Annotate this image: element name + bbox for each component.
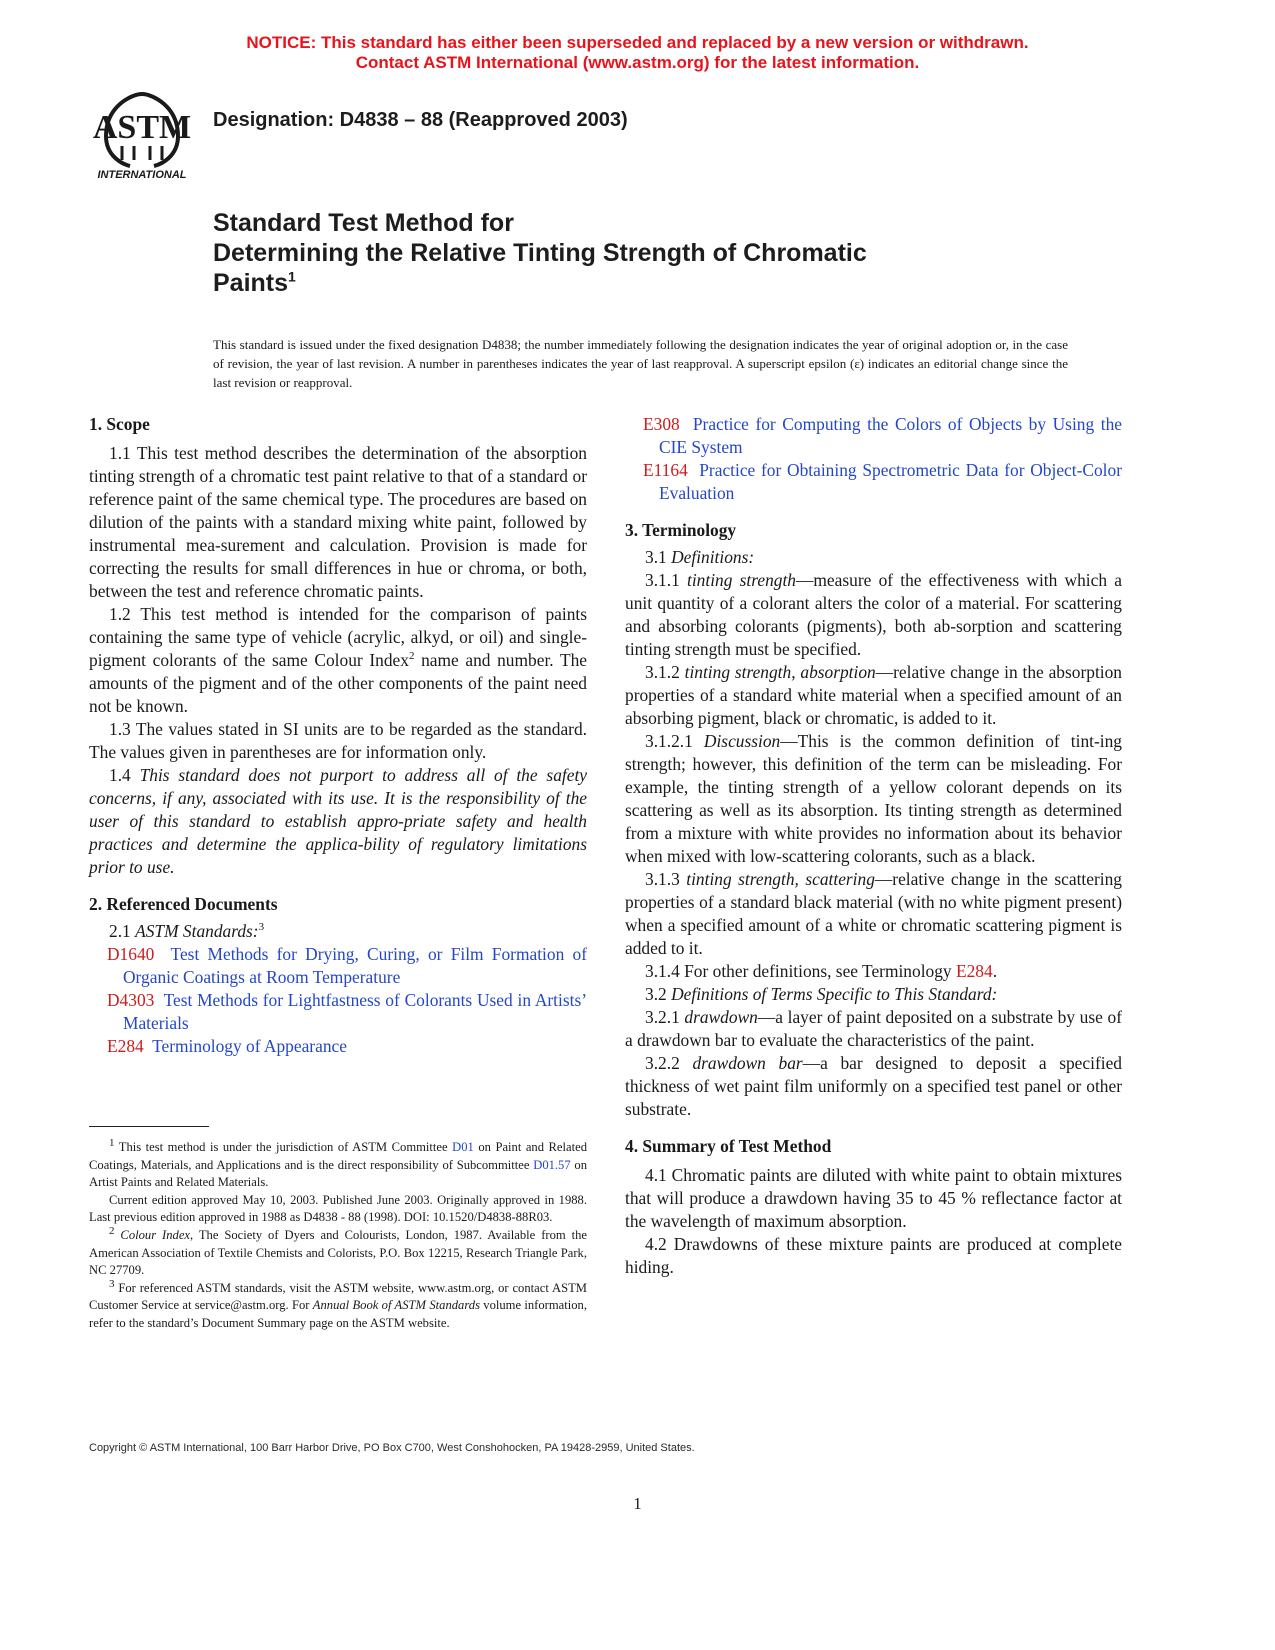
section-heading-referenced-documents: 2. Referenced Documents — [89, 894, 278, 914]
paragraph-3-1-2: 3.1.2 tinting strength, absorption—relative change in the absorption properties of a standard white material when a specified amount of an absorbing pigment, black or chromatic, is added to it. — [625, 662, 1122, 728]
notice-line-1: NOTICE: This standard has either been superseded and replaced by a new version or withdrawn. — [246, 33, 1029, 52]
title-line-1: Standard Test Method for — [213, 209, 514, 237]
title-line-2: Determining the Relative Tinting Strength of Chromatic — [213, 239, 867, 267]
left-column — [89, 413, 587, 1058]
paragraph-1-4: 1.4 This standard does not purport to address all of the safety concerns, if any, associated with its use. It is the responsibility of the user of this standard to establish appro-priate safety and health practices and determine the applica-bility of regulatory limitations prior to use. — [89, 765, 587, 877]
designation: Designation: D4838 – 88 (Reapproved 2003) — [213, 109, 628, 131]
paragraph-3-2-2: 3.2.2 drawdown bar—a bar designed to deposit a specified thickness of wet paint film uniformly on a specified test panel or other substrate. — [625, 1053, 1122, 1119]
paragraph-4-2: 4.2 Drawdowns of these mixture paints are produced at complete hiding. — [625, 1234, 1122, 1277]
reference-e1164[interactable]: E1164 Practice for Obtaining Spectrometric Data for Object-Color Evaluation — [643, 460, 1122, 503]
paragraph-4-1: 4.1 Chromatic paints are diluted with white paint to obtain mixtures that will produce a drawdown having 35 to 45 % reflectance factor at the wavelength of maximum absorption. — [625, 1165, 1122, 1231]
reference-d1640[interactable]: D1640 Test Methods for Drying, Curing, or Film Formation of Organic Coatings at Room Temperature — [107, 944, 588, 987]
logo-mark: ASTM — [92, 109, 192, 146]
section-heading-scope: 1. Scope — [89, 414, 150, 434]
reference-e308[interactable]: E308 Practice for Computing the Colors of Objects by Using the CIE System — [643, 414, 1122, 457]
section-heading-terminology: 3. Terminology — [625, 520, 737, 540]
footnote-3: $^3$ For referenced ASTM standards, visit the ASTM website, www.astm.org, or contact ASTM Customer Service at service@astm.org. For Annual Book of ASTM Standards volume information, refer to the standard’s Document Summary page on the ASTM website. — [89, 1277, 587, 1330]
footnote-edition: Current edition approved May 10, 2003. Published June 2003. Originally approved in 1988. Last previous edition approved in 1988 as D4838 - 88 (1998). DOI: 10.1520/D4838-88R03. — [89, 1192, 587, 1225]
paragraph-1-2: 1.2 This test method is intended for the comparison of paints containing the same type of vehicle (acrylic, alkyd, or oil) and single-pigment colorants of the same Colour Index$^2$ name and number. The amounts of the pigment and of the other components of the paint need not be known. — [89, 604, 587, 716]
right-column — [625, 413, 1122, 1279]
paragraph-3-1-2-1: 3.1.2.1 Discussion—This is the common definition of tint-ing strength; however, this definition of the term can be misleading. For example, the tinting strength of a yellow colorant depends on its scattering as well as its absorption. Its tinting strength as determined from a mixture with white provides no information about its behavior when mixed with low-scattering colorants, such as a black. — [625, 731, 1122, 866]
paragraph-3-1-1: 3.1.1 tinting strength—measure of the effectiveness with which a unit quantity of a colorant alters the color of a material. For scattering and absorbing colorants (pigments), both ab-sorption and scattering tinting strength must be specified. — [625, 570, 1122, 659]
subcommittee-link[interactable]: D01.57 — [533, 1157, 571, 1172]
title-footnote-mark: 1 — [288, 268, 296, 285]
footnotes — [89, 1136, 588, 1333]
paragraph-3-2-1: 3.2.1 drawdown—a layer of paint deposited on a substrate by use of a drawdown bar to evaluate the characteristics of the paint. — [625, 1007, 1122, 1050]
footnote-divider — [89, 1126, 209, 1127]
section-heading-summary: 4. Summary of Test Method — [625, 1136, 832, 1156]
astm-logo — [92, 86, 192, 182]
document-title — [213, 208, 1113, 298]
committee-link[interactable]: D01 — [452, 1140, 474, 1154]
intro-paragraph: This standard is issued under the fixed designation D4838; the number immediately following the designation indicates the year of original adoption or, in the case of revision, the year of last revision. A number in parentheses indicates the year of last reapproval. A superscript epsilon (ε) indicates an editorial change since the last revision or reapproval. — [213, 337, 1068, 390]
page-number: 1 — [633, 1494, 642, 1513]
notice-line-2: Contact ASTM International (www.astm.org) for the latest information. — [355, 53, 920, 72]
withdrawal-notice — [0, 33, 1275, 73]
footnote-2: $^2$ Colour Index, The Society of Dyers and Colourists, London, 1987. Available from the American Association of Textile Chemists and Colorists, P.O. Box 12215, Research Triangle Park, NC 27709. — [89, 1224, 587, 1278]
footnote-1: $^1$ This test method is under the jurisdiction of ASTM Committee D01 on Paint and Related Coatings, Materials, and Applications and is the direct responsibility of Subcommittee D01.57 on Artist Paints and Related Materials. — [89, 1136, 588, 1190]
paragraph-3-1-3: 3.1.3 tinting strength, scattering—relative change in the scattering properties of a standard black material (with no white pigment present) when a specified amount of a white or chromatic scattering pigment is added to it. — [625, 869, 1122, 958]
reference-d4303[interactable]: D4303 Test Methods for Lightfastness of Colorants Used in Artists’ Materials — [107, 990, 587, 1033]
title-line-3: Paints$^1$ — [213, 268, 296, 297]
paragraph-3-1: 3.1 Definitions: — [645, 547, 755, 567]
terminology-e284-link[interactable]: E284 — [955, 961, 993, 981]
paragraph-1-3: 1.3 The values stated in SI units are to be regarded as the standard. The values given in parentheses are for information only. — [89, 719, 587, 762]
paragraph-2-1: 2.1 ASTM Standards:$^3$ — [109, 921, 265, 941]
logo-text: INTERNATIONAL — [97, 169, 187, 181]
astm-logo-icon — [92, 86, 192, 182]
paragraph-3-1-4: 3.1.4 For other definitions, see Terminology E284. — [645, 961, 998, 981]
paragraph-3-2: 3.2 Definitions of Terms Specific to This Standard: — [645, 984, 998, 1004]
paragraph-1-1: 1.1 This test method describes the determination of the absorption tinting strength of a chromatic test paint relative to that of a standard or reference paint of the same chemical type. The procedures are based on dilution of the paints with a standard mixing white paint, followed by instrumental mea-surement and calculation. Provision is made for correcting the results for small differences in hue or chroma, or both, between the test and reference chromatic paints. — [89, 443, 587, 601]
reference-e284[interactable]: E284 Terminology of Appearance — [107, 1036, 347, 1056]
copyright-line: Copyright © ASTM International, 100 Barr Harbor Drive, PO Box C700, West Conshohocken, PA 19428-2959, United States. — [89, 1442, 695, 1454]
